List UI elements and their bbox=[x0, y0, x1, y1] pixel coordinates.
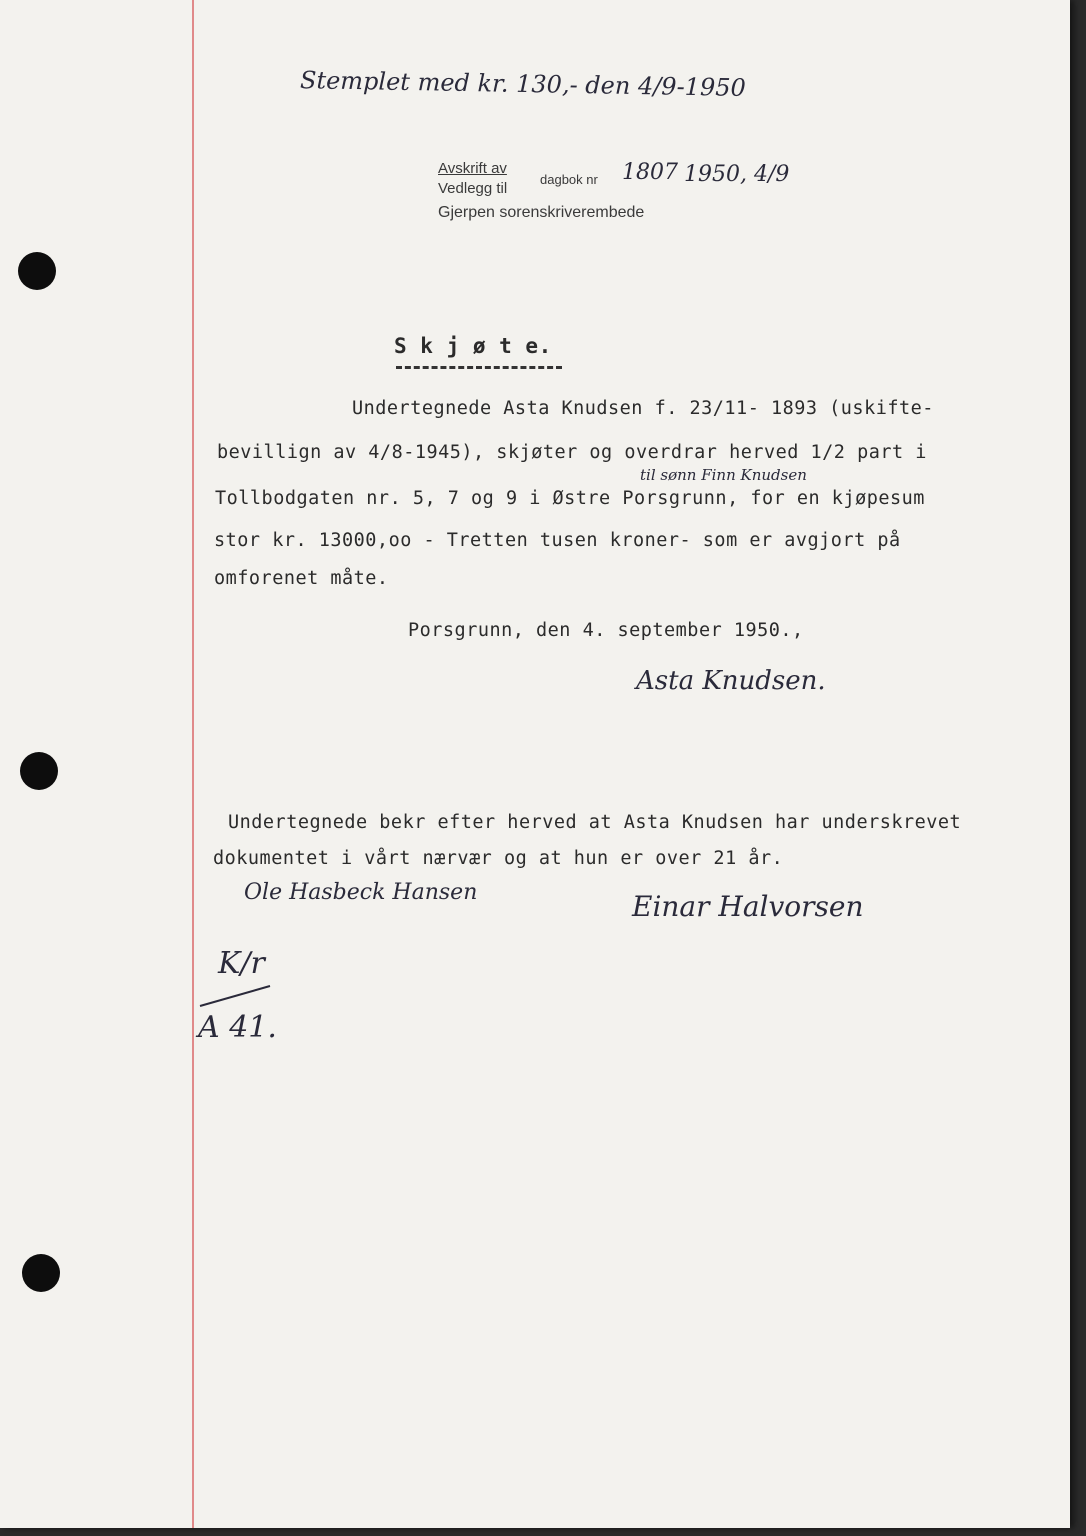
document-title: S k j ø t e. bbox=[394, 334, 552, 358]
margin-note-stroke bbox=[196, 980, 276, 1010]
stamp-dagbok-label: dagbok nr bbox=[540, 172, 598, 187]
punch-hole-middle bbox=[20, 752, 58, 790]
witness-signature-2: Einar Halvorsen bbox=[632, 890, 864, 923]
stamp-dagbok-date: 1950, 4/9 bbox=[684, 162, 790, 187]
witness-line-2: dokumentet i vårt nærvær og at hun er over 21 år. bbox=[213, 848, 784, 869]
signature-main: Asta Knudsen. bbox=[636, 666, 826, 696]
place-date: Porsgrunn, den 4. september 1950., bbox=[408, 620, 804, 641]
stamp-line2: Vedlegg til bbox=[438, 180, 508, 197]
stamp-dagbok-number: 1807 bbox=[622, 160, 678, 185]
title-underline bbox=[396, 366, 562, 369]
header-note: Stemplet med kr. 130,- den 4/9-1950 bbox=[299, 66, 747, 102]
body-line-5: omforenet måte. bbox=[214, 568, 389, 589]
stamp-line1: Avskrift av bbox=[438, 160, 507, 177]
stamp-office: Gjerpen sorenskriverembede bbox=[438, 204, 645, 221]
body-line-2: bevillign av 4/8-1945), skjøter og overdrar herved 1/2 part i bbox=[217, 442, 927, 463]
margin-rule bbox=[192, 0, 194, 1528]
body-line-1: Undertegnede Asta Knudsen f. 23/11- 1893 (uskifte- bbox=[352, 398, 934, 419]
insertion-note: til sønn Finn Knudsen bbox=[640, 466, 807, 484]
witness-signature-1: Ole Hasbeck Hansen bbox=[244, 880, 478, 905]
witness-line-1: Undertegnede bekr efter herved at Asta Knudsen har underskrevet bbox=[228, 812, 962, 833]
margin-note-bottom: A 41. bbox=[198, 1010, 277, 1045]
punch-hole-bottom bbox=[22, 1254, 60, 1292]
margin-note-top: K/r bbox=[218, 946, 265, 981]
body-line-4: stor kr. 13000,oo - Tretten tusen kroner- som er avgjort på bbox=[214, 530, 901, 551]
body-line-3: Tollbodgaten nr. 5, 7 og 9 i Østre Porsgrunn, for en kjøpesum bbox=[215, 488, 925, 509]
punch-hole-top bbox=[18, 252, 56, 290]
